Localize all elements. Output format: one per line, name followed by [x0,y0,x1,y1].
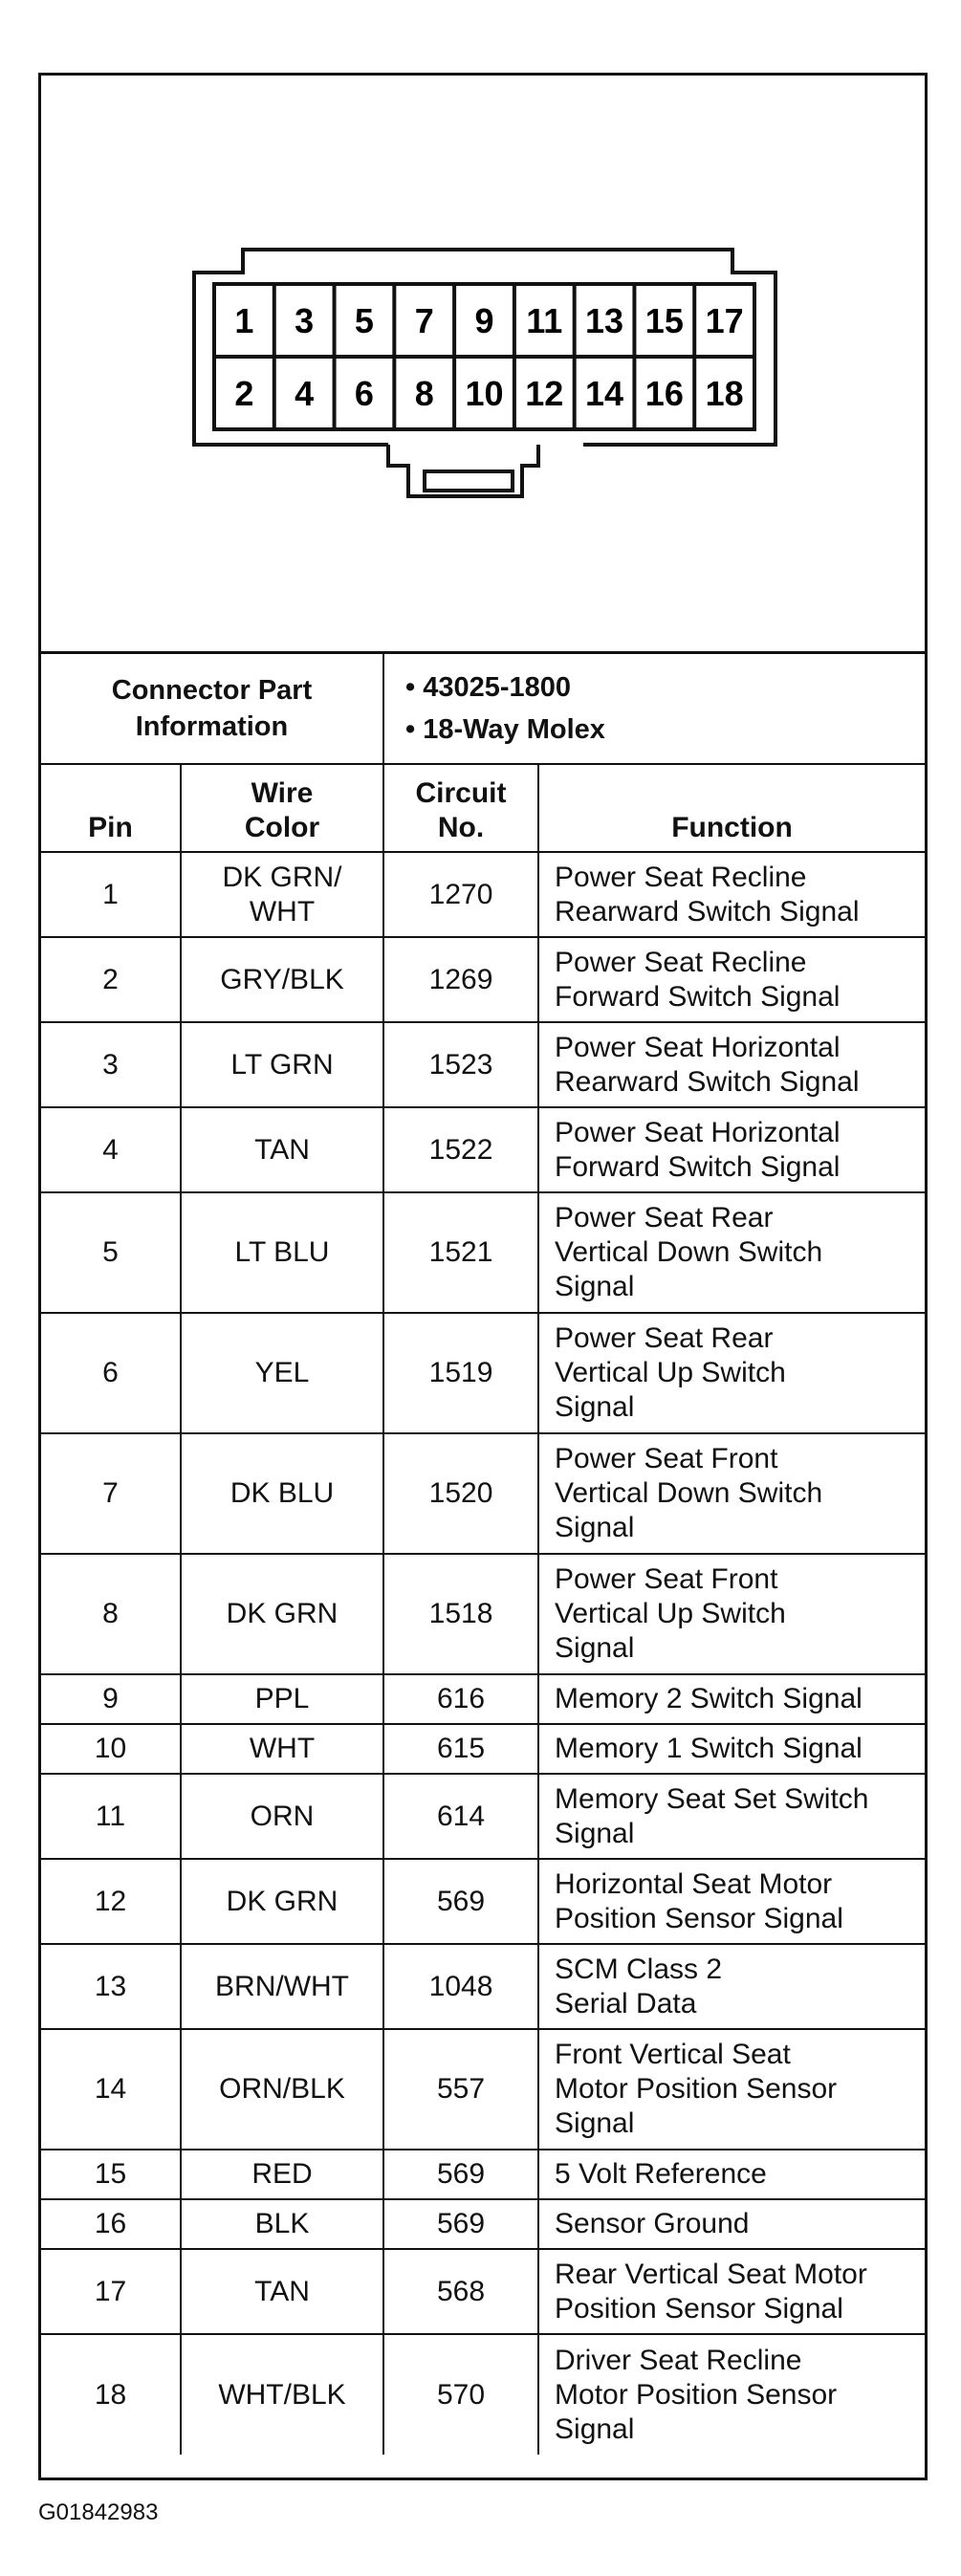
table-row [41,1313,925,1433]
wire-color [181,2249,383,2334]
function-description [538,2199,925,2249]
function-description-line: Driver Seat Recline [555,2344,802,2376]
table-row [41,1192,925,1313]
connector-pin-18: 18 [705,374,744,413]
connector-pinout-sheet [38,73,928,2480]
function-description [538,937,925,1022]
pin-number-line: 12 [94,1885,127,1917]
table-row [41,2029,925,2150]
connector-pin-1: 1 [234,301,254,340]
function-description [538,852,925,937]
wire-color-line: LT GRN [230,1048,334,1081]
wire-color [181,937,383,1022]
pin-number [41,1674,181,1724]
circuit-number-line: 569 [436,1885,486,1917]
pin-number-line: 9 [102,1683,119,1714]
header-circuit-line2: No. [437,812,485,843]
wire-color-line: ORN/BLK [219,2073,345,2105]
function-description-line: Power Seat Horizontal [555,1031,841,1063]
connector-pin-15: 15 [644,301,684,340]
wire-color [181,2029,383,2150]
table-row [41,1859,925,1944]
circuit-number-line: 1518 [428,1598,493,1629]
wire-color-line: WHT [249,895,316,928]
pin-number-line: 8 [102,1598,119,1629]
circuit-number-line: 568 [436,2275,486,2307]
wire-color [181,1554,383,1674]
header-pin [41,764,181,852]
function-description-line: Signal [555,1817,635,1849]
function-description-line: Signal [555,1632,635,1664]
function-description-line: Power Seat Horizontal [555,1116,841,1148]
function-description-line: Vertical Up Switch [555,1357,786,1388]
pin-number [41,1944,181,2029]
wire-color-line: DK GRN/ [222,861,342,893]
circuit-number [383,1192,538,1313]
function-description-line: Front Vertical Seat [555,2039,791,2070]
wire-color-line: DK GRN [226,1598,339,1629]
function-description-line: Memory 1 Switch Signal [555,1733,863,1764]
pin-number-line: 5 [102,1236,119,1268]
wire-color-line: TAN [254,1133,310,1166]
function-description-line: Rearward Switch Signal [555,895,860,928]
circuit-number-line: 615 [436,1733,486,1764]
circuit-number-line: 570 [436,2378,486,2411]
function-description [538,1433,925,1554]
wire-color [181,1433,383,1554]
function-description [538,2249,925,2334]
function-description [538,1554,925,1674]
wire-color [181,1724,383,1774]
circuit-number [383,1433,538,1554]
table-row [41,1433,925,1554]
wire-color [181,1774,383,1859]
header-circuit-line1: Circuit [415,777,507,809]
circuit-number [383,2249,538,2334]
wire-color [181,1674,383,1724]
circuit-number [383,2199,538,2249]
circuit-number-line: 1270 [428,878,493,910]
function-description-line: Forward Switch Signal [555,1150,841,1183]
wire-color-line: GRY/BLK [220,963,344,995]
wire-color-line: DK BLU [229,1477,335,1509]
function-description-line: Serial Data [555,1987,697,2019]
connector-info-label [41,654,383,764]
connector-part-number: • 43025-1800 [405,672,572,703]
wire-color-line: PPL [254,1683,310,1714]
function-description [538,1774,925,1859]
circuit-number-line: 1520 [428,1477,493,1509]
pin-number-line: 7 [102,1477,119,1509]
wire-color [181,2199,383,2249]
function-description-line: Power Seat Rear [555,1202,774,1233]
connector-diagram [41,76,925,654]
connector-pin-7: 7 [414,301,434,340]
function-description [538,2334,925,2455]
figure-id: G01842983 [38,2500,159,2525]
pin-number [41,2249,181,2334]
table-row [41,2334,925,2455]
function-description-line: Vertical Down Switch [555,1477,823,1509]
function-description [538,1192,925,1313]
circuit-number-line: 1521 [428,1236,493,1268]
wire-color-line: WHT [249,1733,316,1764]
wire-color [181,1107,383,1192]
circuit-number-line: 616 [436,1683,486,1714]
function-description-line: Motor Position Sensor [555,2073,838,2105]
pin-number [41,1313,181,1433]
circuit-number [383,1944,538,2029]
circuit-number-line: 1269 [428,963,493,995]
connector-pin-6: 6 [354,374,374,413]
circuit-number [383,1674,538,1724]
circuit-number [383,1022,538,1107]
table-row [41,1554,925,1674]
function-description-line: Position Sensor Signal [555,1902,843,1934]
pin-number-line: 18 [94,2378,127,2411]
function-description [538,1022,925,1107]
table-row [41,1674,925,1724]
pin-number-line: 4 [102,1133,119,1166]
function-description-line: Power Seat Recline [555,861,807,893]
function-description-line: Motor Position Sensor [555,2378,838,2411]
wire-color-line: LT BLU [234,1236,330,1268]
pin-number [41,1554,181,1674]
function-description-line: Power Seat Front [555,1443,778,1474]
header-pin-label: Pin [88,812,133,843]
circuit-number-line: 1522 [428,1133,493,1166]
circuit-number [383,1859,538,1944]
function-description-line: Signal [555,2412,635,2445]
connector-info-label-line2: Information [135,711,289,742]
wire-color-line: ORN [250,1800,315,1832]
table-row [41,1944,925,2029]
circuit-number-line: 1523 [428,1048,493,1081]
circuit-number [383,937,538,1022]
pin-number [41,937,181,1022]
function-description-line: Rearward Switch Signal [555,1065,860,1098]
function-description [538,1944,925,2029]
wire-color [181,1859,383,1944]
circuit-number [383,1107,538,1192]
pin-number-line: 1 [102,878,119,910]
pin-number [41,2334,181,2455]
connector-pin-8: 8 [414,374,434,413]
table-row [41,2199,925,2249]
connector-face-drawing [41,76,925,649]
circuit-number [383,2029,538,2150]
connector-info-values [383,654,925,764]
circuit-number-line: 1519 [428,1357,493,1388]
header-function [538,764,925,852]
circuit-number [383,1774,538,1859]
pin-number [41,1859,181,1944]
wire-color-line: WHT/BLK [218,2378,346,2411]
function-description [538,1674,925,1724]
connector-pin-11: 11 [526,301,563,340]
function-description-line: SCM Class 2 [555,1953,723,1985]
function-description-line: 5 Volt Reference [555,2158,767,2190]
pin-number-line: 13 [94,1970,127,2002]
pin-number-line: 14 [94,2073,127,2105]
pin-number [41,852,181,937]
circuit-number-line: 557 [436,2073,486,2105]
header-wire-color-line1: Wire [251,777,314,809]
header-function-label: Function [671,812,793,843]
pin-number [41,1724,181,1774]
wire-color [181,2334,383,2455]
pin-number-line: 15 [94,2158,127,2190]
wire-color-line: BRN/WHT [215,1970,349,2002]
function-description [538,1107,925,1192]
pin-number [41,1192,181,1313]
connector-description: • 18-Way Molex [405,714,605,745]
pin-number-line: 2 [102,963,119,995]
function-description [538,1859,925,1944]
table-row [41,1724,925,1774]
function-description-line: Rear Vertical Seat Motor [555,2258,867,2290]
table-row [41,2150,925,2199]
function-description [538,1313,925,1433]
wire-color [181,1192,383,1313]
wire-color-line: DK GRN [226,1885,339,1917]
connector-pin-9: 9 [474,301,494,340]
table-row [41,852,925,937]
circuit-number-line: 569 [436,2158,486,2190]
circuit-number [383,2334,538,2455]
circuit-number [383,1724,538,1774]
pin-number-line: 10 [94,1733,127,1764]
pin-number [41,1107,181,1192]
wire-color-line: TAN [254,2275,310,2307]
table-row [41,937,925,1022]
connector-pin-10: 10 [465,374,504,413]
circuit-number-line: 569 [436,2208,486,2239]
connector-pin-4: 4 [295,374,315,413]
function-description [538,2150,925,2199]
function-description-line: Signal [555,1271,635,1302]
connector-pin-13: 13 [585,301,624,340]
pin-number [41,2199,181,2249]
wire-color-line: RED [251,2158,313,2190]
circuit-number [383,1554,538,1674]
pin-number [41,2150,181,2199]
function-description-line: Horizontal Seat Motor [555,1867,833,1900]
connector-info-row [41,654,925,764]
header-circuit-no [383,764,538,852]
connector-info-label-line1: Connector Part [111,675,313,706]
connector-pin-12: 12 [525,374,564,413]
connector-pin-5: 5 [354,301,374,340]
circuit-number [383,1313,538,1433]
function-description-line: Vertical Down Switch [555,1236,823,1268]
header-wire-color [181,764,383,852]
wire-color [181,1022,383,1107]
function-description [538,1724,925,1774]
connector-pin-16: 16 [644,374,684,413]
wire-color-line: YEL [254,1357,310,1388]
pin-number-line: 11 [95,1800,126,1832]
function-description-line: Sensor Ground [555,2208,750,2239]
pin-number-line: 16 [94,2208,127,2239]
pin-number [41,2029,181,2150]
connector-pin-17: 17 [705,301,744,340]
wire-color-line: BLK [254,2208,310,2239]
table-row [41,1022,925,1107]
circuit-number-line: 1048 [428,1970,493,2002]
function-description-line: Signal [555,2107,635,2139]
wire-color [181,1313,383,1433]
wire-color [181,1944,383,2029]
function-description-line: Position Sensor Signal [555,2292,843,2325]
function-description-line: Power Seat Rear [555,1322,774,1354]
function-description-line: Vertical Up Switch [555,1598,786,1629]
function-description-line: Power Seat Recline [555,946,807,978]
connector-pin-3: 3 [295,301,315,340]
header-wire-color-line2: Color [244,812,320,843]
table-row [41,1107,925,1192]
pin-number-line: 6 [102,1357,119,1388]
function-description-line: Memory 2 Switch Signal [555,1683,863,1714]
wire-color [181,2150,383,2199]
connector-pin-2: 2 [234,374,254,413]
pin-number-line: 17 [94,2275,127,2307]
function-description-line: Memory Seat Set Switch [555,1782,869,1815]
connector-pin-14: 14 [585,374,624,413]
table-row [41,1774,925,1859]
function-description [538,2029,925,2150]
table-header-row [41,764,925,852]
circuit-number [383,852,538,937]
table-row [41,2249,925,2334]
function-description-line: Forward Switch Signal [555,980,841,1013]
pin-number-line: 3 [102,1048,119,1081]
circuit-number-line: 614 [436,1800,486,1832]
wire-color [181,852,383,937]
pinout-table [41,654,925,2455]
pin-number [41,1433,181,1554]
pin-number [41,1022,181,1107]
function-description-line: Signal [555,1512,635,1543]
function-description-line: Signal [555,1391,635,1423]
function-description-line: Power Seat Front [555,1563,778,1595]
pin-number [41,1774,181,1859]
circuit-number [383,2150,538,2199]
